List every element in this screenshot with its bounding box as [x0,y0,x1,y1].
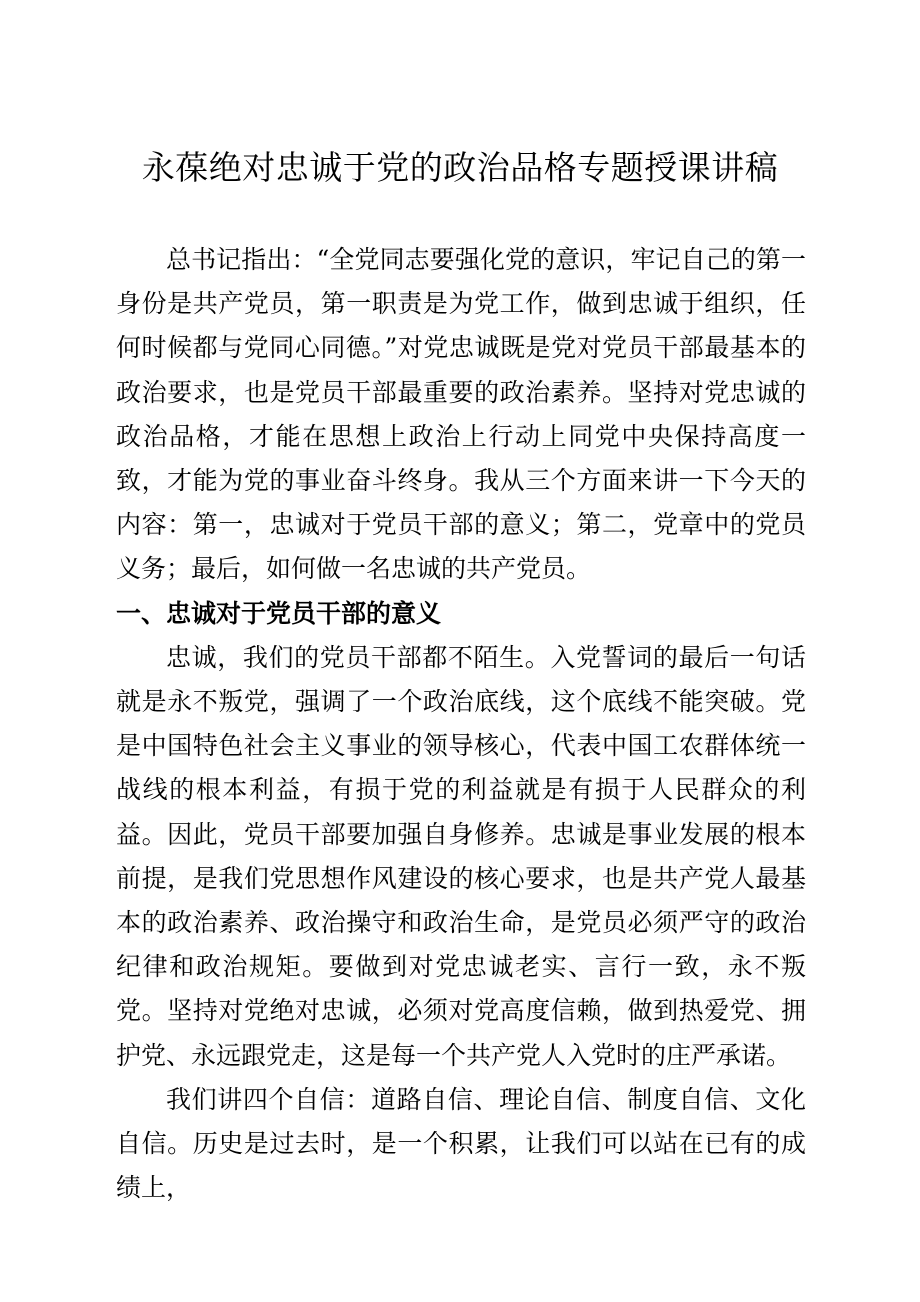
section-paragraph: 忠诚，我们的党员干部都不陌生。入党誓词的最后一句话就是永不叛党，强调了一个政治底线，这个底线不能突破。党是中国特色社会主义事业的领导核心，代表中国工农群体统一战线的根本利益，有损于党的利益就是有损于人民群众的利益。因此，党员干部要加强自身修养。忠诚是事业发展的根本前提，是我们党思想作风建设的核心要求，也是共产党人最基本的政治素养、政治操守和政治生命，是党员必须严守的政治纪律和政治规矩。要做到对党忠诚老实、言行一致，永不叛党。坚持对党绝对忠诚，必须对党高度信赖，做到热爱党、拥护党、永远跟党走，这是每一个共产党人入党时的庄严承诺。 [116,642,806,1070]
intro-paragraph: 总书记指出：“全党同志要强化党的意识，牢记自己的第一身份是共产党员，第一职责是为党工作，做到忠诚于组织，任何时候都与党同心同德。”对党忠诚既是党对党员干部最基本的政治要求，也是党员干部最重要的政治素养。坚持对党忠诚的政治品格，才能在思想上政治上行动上同党中央保持高度一致，才能为党的事业奋斗终身。我从三个方面来讲一下今天的内容：第一，忠诚对于党员干部的意义；第二，党章中的党员义务；最后，如何做一名忠诚的共产党员。 [116,245,806,584]
document-title: 永葆绝对忠诚于党的政治品格专题授课讲稿 [141,148,779,187]
section-heading: 一、忠诚对于党员干部的意义 [116,598,442,628]
document-body [116,238,806,1210]
section-paragraph: 我们讲四个自信：道路自信、理论自信、制度自信、文化自信。历史是过去时，是一个积累，让我们可以站在已有的成绩上， [116,1084,806,1203]
